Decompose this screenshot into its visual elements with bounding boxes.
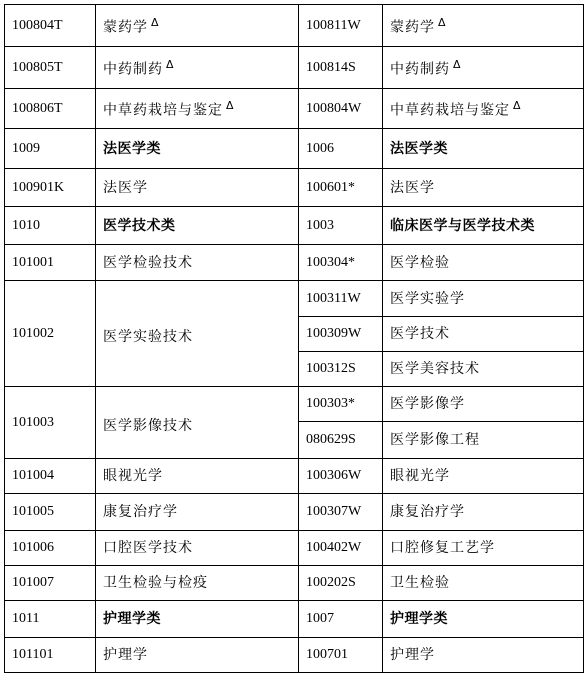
- table-row: [5, 638, 584, 673]
- old-major-name: 医学检验: [383, 245, 584, 281]
- major-mapping-table: [4, 4, 584, 673]
- table-row: [5, 387, 584, 422]
- new-major-code: 101004: [5, 459, 96, 494]
- new-category-name: 医学技术类: [96, 207, 299, 245]
- old-major-code: 100811W: [299, 5, 383, 47]
- old-major-code: 100307W: [299, 494, 383, 531]
- new-category-name: 法医学类: [96, 129, 299, 169]
- new-major-name: 康复治疗学: [96, 494, 299, 531]
- old-major-code: 100306W: [299, 459, 383, 494]
- old-major-code: 100814S: [299, 47, 383, 89]
- old-major-name: 口腔修复工艺学: [383, 531, 584, 566]
- old-major-code: 100601*: [299, 169, 383, 207]
- delta-mark: Δ: [151, 16, 160, 30]
- old-major-name: 卫生检验: [383, 566, 584, 601]
- old-major-name: 中药制药 $^\Delta$: [383, 47, 584, 89]
- old-major-code: 100304*: [299, 245, 383, 281]
- new-major-code: 101101: [5, 638, 96, 673]
- old-major-code: 100402W: [299, 531, 383, 566]
- new-major-code: 101005: [5, 494, 96, 531]
- old-major-name: 眼视光学: [383, 459, 584, 494]
- table-row: [5, 601, 584, 638]
- table-row: [5, 566, 584, 601]
- table-row: [5, 207, 584, 245]
- old-category-code: 1003: [299, 207, 383, 245]
- new-major-code: 101007: [5, 566, 96, 601]
- new-major-name: 眼视光学: [96, 459, 299, 494]
- old-category-name: 法医学类: [383, 129, 584, 169]
- delta-mark: Δ: [438, 16, 447, 30]
- old-major-name: 医学影像学: [383, 387, 584, 422]
- old-category-name: 护理学类: [383, 601, 584, 638]
- old-major-code: 100701: [299, 638, 383, 673]
- delta-mark: Δ: [166, 58, 175, 72]
- delta-mark: Δ: [513, 99, 522, 113]
- table-row: [5, 245, 584, 281]
- new-major-name: 口腔医学技术: [96, 531, 299, 566]
- new-major-name: 卫生检验与检疫: [96, 566, 299, 601]
- new-major-name: 医学检验技术: [96, 245, 299, 281]
- table-row: [5, 169, 584, 207]
- old-major-name: 康复治疗学: [383, 494, 584, 531]
- old-major-name: 法医学: [383, 169, 584, 207]
- table-row: [5, 531, 584, 566]
- old-major-name: 医学美容技术: [383, 352, 584, 387]
- new-major-code: 100805T: [5, 47, 96, 89]
- new-category-code: 1009: [5, 129, 96, 169]
- new-major-code: 101003: [5, 387, 96, 459]
- new-major-code: 101002: [5, 281, 96, 387]
- table-row: [5, 47, 584, 89]
- new-category-name: 护理学类: [96, 601, 299, 638]
- old-major-name: 护理学: [383, 638, 584, 673]
- old-major-code: 100804W: [299, 89, 383, 129]
- old-major-name: 医学影像工程: [383, 422, 584, 459]
- delta-mark: Δ: [453, 58, 462, 72]
- new-major-name: 医学实验技术: [96, 281, 299, 387]
- new-major-name: 法医学: [96, 169, 299, 207]
- old-major-name: 医学技术: [383, 317, 584, 352]
- new-major-code: 101001: [5, 245, 96, 281]
- new-major-code: 101006: [5, 531, 96, 566]
- old-major-code: 100312S: [299, 352, 383, 387]
- new-major-name: 中草药栽培与鉴定 $^\Delta$: [96, 89, 299, 129]
- old-major-name: 医学实验学: [383, 281, 584, 317]
- table-row: [5, 5, 584, 47]
- table-row: [5, 459, 584, 494]
- old-category-code: 1007: [299, 601, 383, 638]
- old-major-code: 100311W: [299, 281, 383, 317]
- new-category-code: 1011: [5, 601, 96, 638]
- old-major-name: 蒙药学 $^\Delta$: [383, 5, 584, 47]
- table-row: [5, 281, 584, 317]
- new-category-code: 1010: [5, 207, 96, 245]
- table-row: [5, 129, 584, 169]
- old-major-code: 100202S: [299, 566, 383, 601]
- old-category-name: 临床医学与医学技术类: [383, 207, 584, 245]
- old-major-code: 100303*: [299, 387, 383, 422]
- table-row: [5, 89, 584, 129]
- new-major-code: 100806T: [5, 89, 96, 129]
- old-major-code: 100309W: [299, 317, 383, 352]
- new-major-name: 护理学: [96, 638, 299, 673]
- old-major-name: 中草药栽培与鉴定 $^\Delta$: [383, 89, 584, 129]
- old-major-code: 080629S: [299, 422, 383, 459]
- new-major-code: 100804T: [5, 5, 96, 47]
- new-major-name: 中药制药 $^\Delta$: [96, 47, 299, 89]
- old-category-code: 1006: [299, 129, 383, 169]
- new-major-code: 100901K: [5, 169, 96, 207]
- table-row: [5, 494, 584, 531]
- new-major-name: 医学影像技术: [96, 387, 299, 459]
- delta-mark: Δ: [226, 99, 235, 113]
- new-major-name: 蒙药学 $^\Delta$: [96, 5, 299, 47]
